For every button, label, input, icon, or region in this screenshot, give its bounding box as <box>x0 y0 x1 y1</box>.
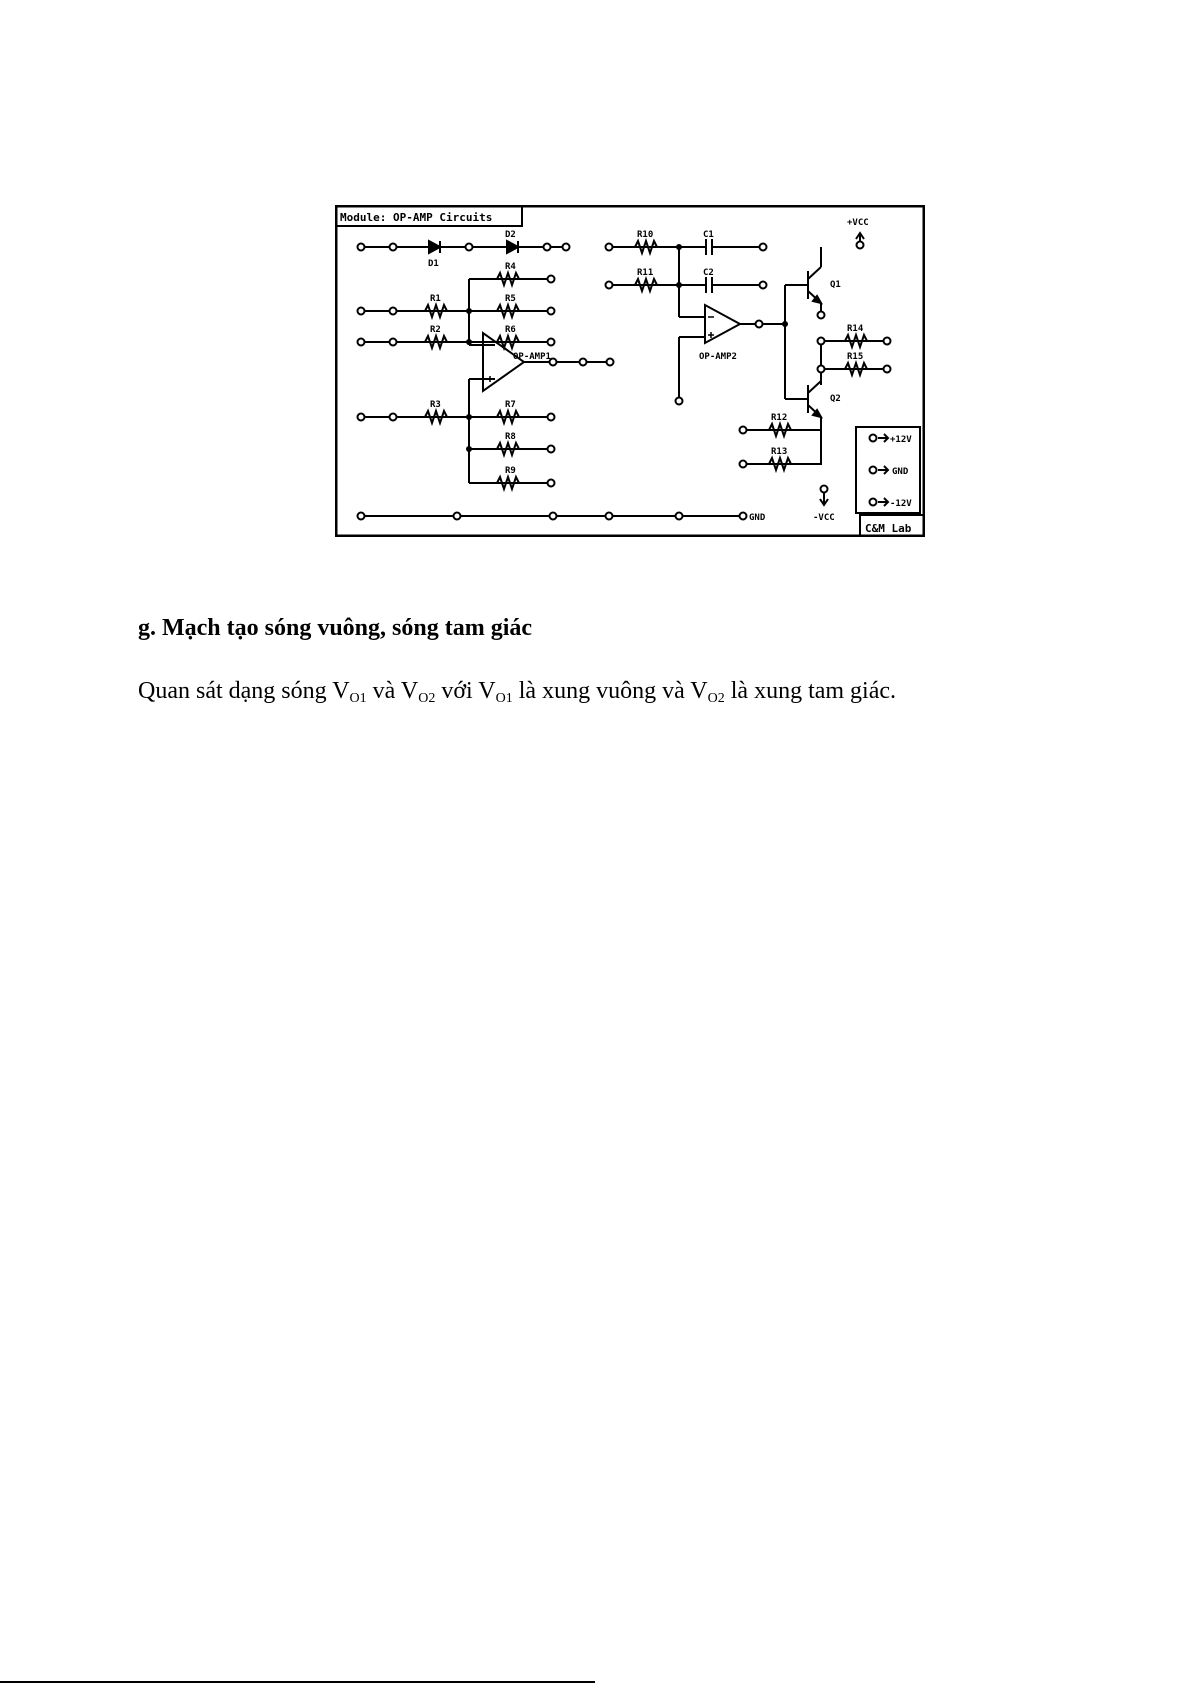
r7-label: R7 <box>505 400 516 410</box>
module-title: Module: OP-AMP Circuits <box>340 211 493 224</box>
opamp1-label: OP-AMP1 <box>513 352 551 362</box>
r6-label: R6 <box>505 325 516 335</box>
body-text-1: Quan sát dạng sóng V <box>138 678 350 704</box>
supply-plus12-label: +12V <box>890 435 912 445</box>
lab-label: C&M Lab <box>865 522 912 535</box>
r11-label: R11 <box>637 268 654 278</box>
section-heading: g. Mạch tạo sóng vuông, sóng tam giác <box>138 615 533 641</box>
c1-label: C1 <box>703 230 714 240</box>
r9-label: R9 <box>505 466 516 476</box>
subscript-o1: O1 <box>495 691 513 706</box>
r13-label: R13 <box>771 447 788 457</box>
gnd-label: GND <box>749 513 766 523</box>
body-text-4: là xung vuông và V <box>512 678 708 704</box>
supply-minus12-label: -12V <box>890 499 912 509</box>
vcc-positive-label: +VCC <box>847 218 869 228</box>
d1-label: D1 <box>428 259 439 269</box>
subscript-o2: O2 <box>418 691 436 706</box>
footer-divider <box>0 1681 595 1683</box>
d2-label: D2 <box>505 230 516 240</box>
r12-label: R12 <box>771 413 788 423</box>
c2-label: C2 <box>703 268 714 278</box>
body-text-5: là xung tam giác. <box>724 678 897 704</box>
r10-label: R10 <box>637 230 654 240</box>
q2-label: Q2 <box>830 394 841 404</box>
supply-gnd-label: GND <box>892 467 909 477</box>
opamp2-label: OP-AMP2 <box>699 352 737 362</box>
subscript-o1: O1 <box>349 691 367 706</box>
r3-label: R3 <box>430 400 441 410</box>
r2-label: R2 <box>430 325 441 335</box>
body-text-2: và V <box>366 678 419 704</box>
body-text-3: với V <box>435 678 496 704</box>
r8-label: R8 <box>505 432 516 442</box>
q1-label: Q1 <box>830 280 841 290</box>
body-paragraph <box>138 678 896 707</box>
op-amp-module-schematic <box>335 205 925 537</box>
subscript-o2: O2 <box>707 691 725 706</box>
r4-label: R4 <box>505 262 516 272</box>
vcc-negative-label: -VCC <box>813 513 835 523</box>
r1-label: R1 <box>430 294 441 304</box>
r14-label: R14 <box>847 324 864 334</box>
r15-label: R15 <box>847 352 864 362</box>
r5-label: R5 <box>505 294 516 304</box>
